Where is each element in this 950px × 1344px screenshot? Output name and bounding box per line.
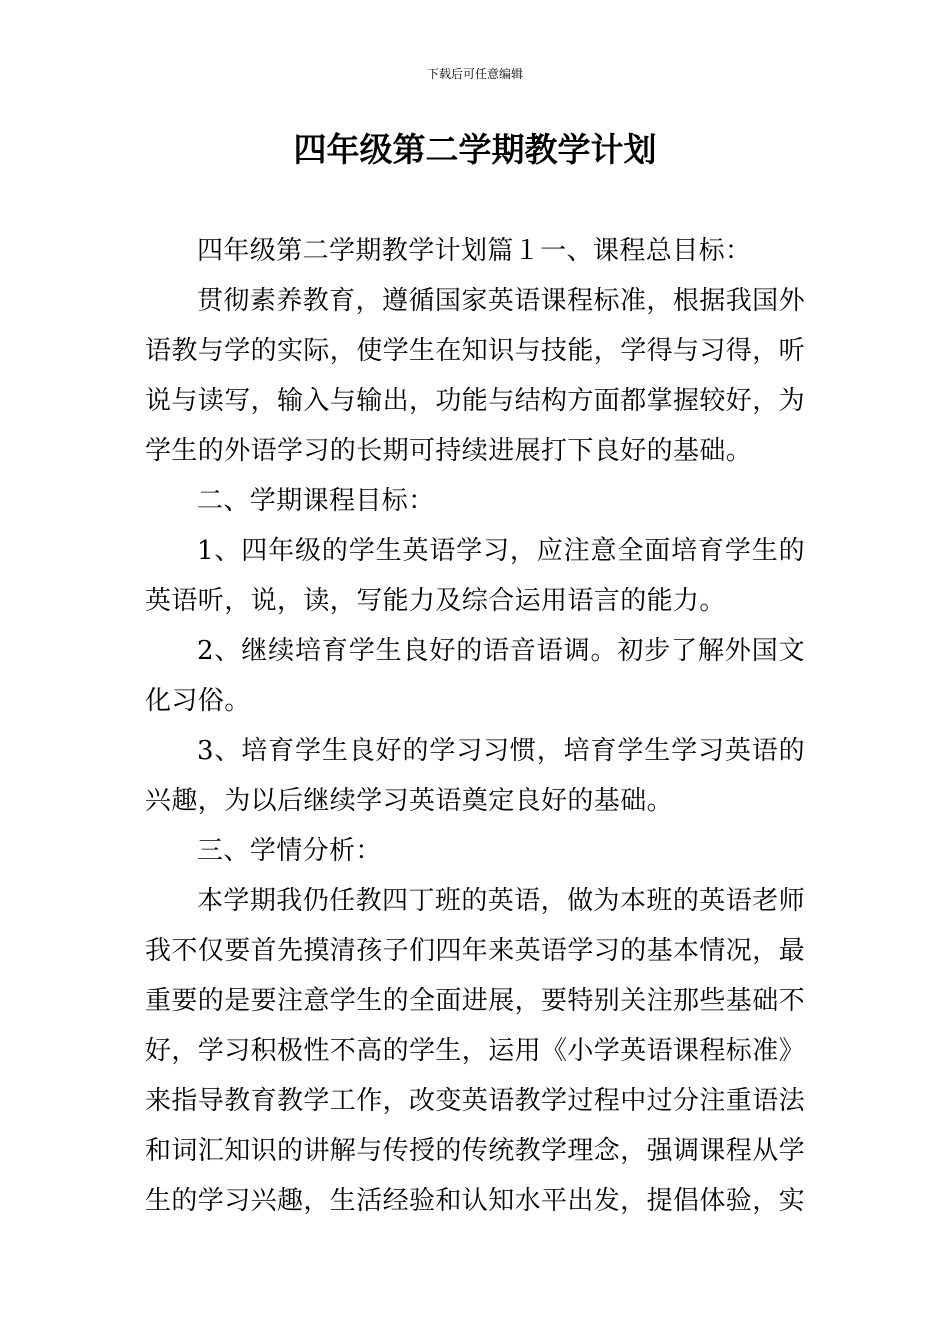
paragraph-goal-2: 2、继续培育学生良好的语音语调。初步了解外国文化习俗。 <box>145 636 805 716</box>
document-body <box>145 226 805 1226</box>
paragraph-intro: 四年级第二学期教学计划篇１一、课程总目标： <box>197 236 752 266</box>
paragraph-goal-1: 1、四年级的学生英语学习，应注意全面培育学生的英语听，说，读，写能力及综合运用语言的能力。 <box>145 536 805 616</box>
document-title: 四年级第二学期教学计划 <box>293 130 657 169</box>
header-note: 下载后可任意编辑 <box>426 67 523 81</box>
paragraph-goal-3: 3、培育学生良好的学习习惯，培育学生学习英语的兴趣，为以后继续学习英语奠定良好的基础。 <box>145 736 805 816</box>
paragraph-analysis-body: 本学期我仍任教四丁班的英语，做为本班的英语老师我不仅要首先摸清孩子们四年来英语学习的基本情况，最重要的是要注意学生的全面进展，要特别关注那些基础不好，学习积极性不高的学生，运用《小学英语课程标准》来指导教育教学工作，改变英语教学过程中过分注重语法和词汇知识的讲解与传授的传统教学理念，强调课程从学生的学习兴趣，生活经验和认知水平出发，提倡体验，实 <box>145 886 806 1216</box>
paragraph-analysis-heading: 三、学情分析： <box>197 836 382 866</box>
paragraph-semester-goals-heading: 二、学期课程目标： <box>197 486 435 516</box>
paragraph-goals-overview: 贯彻素养教育，遵循国家英语课程标准，根据我国外语教与学的实际，使学生在知识与技能，学得与习得，听说与读写，输入与输出，功能与结构方面都掌握较好，为学生的外语学习的长期可持续进展打下良好的基础。 <box>145 286 806 466</box>
